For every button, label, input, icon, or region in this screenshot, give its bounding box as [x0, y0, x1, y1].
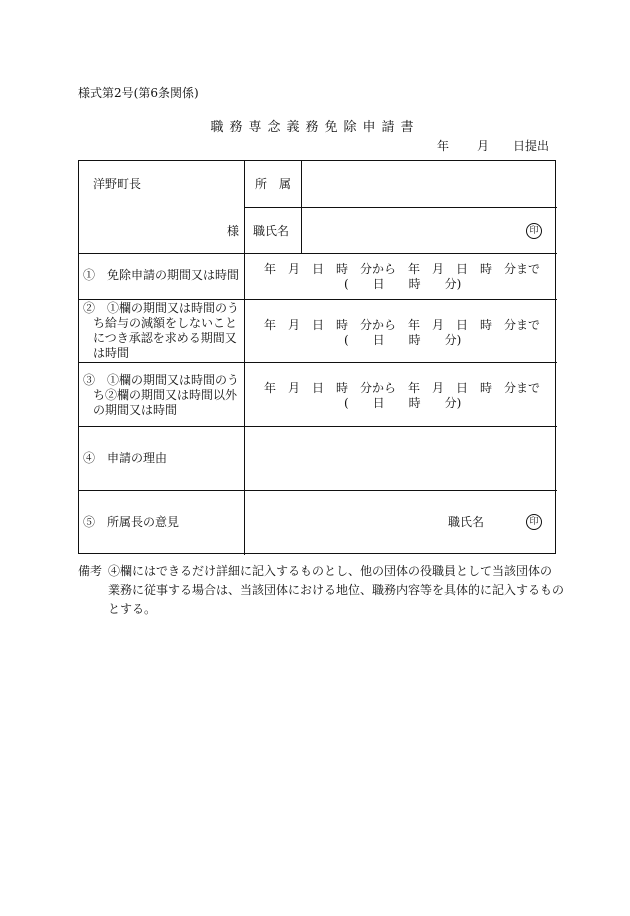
application-form-table: 洋野町長 様 所 属 職氏名 印 ① 免除申請の期間又は時間 年 月 日 時 分から 年 月 日 時 分まで ( 日 時 分) ② ①欄の期間又は時間のう ち給与の減額をしないこと につき承認を求める期間又 は時間 年 月 日 時 分から 年 月 日 時 分まで ( 日 時 分) ③ ①欄の期間又は時間のう ち②欄の期間又は時間以外 の期間又は時間 年 月 日 時 分から 年 月 日 時 分まで ( 日 時 分) ④ 申請の理由 ⑤ 所属長の意見 職氏名 印 — [78, 160, 556, 554]
row-5-label: ⑤ 所属長の意見 — [83, 515, 180, 529]
row-2-label: ② ①欄の期間又は時間のう ち給与の減額をしないこと につき承認を求める期間又 は時間 — [83, 301, 240, 360]
submission-date — [437, 137, 549, 154]
form-number: 様式第2号(第6条関係) — [78, 86, 199, 100]
date-month: 月 — [477, 139, 490, 153]
affiliation-label: 所 属 — [255, 177, 292, 191]
seal-icon: 印 — [526, 223, 542, 239]
date-day: 日提出 — [513, 139, 550, 153]
addressee-name: 洋野町長 — [93, 177, 142, 191]
opinion-seal-icon: 印 — [526, 514, 542, 530]
row-1-label: ① 免除申請の期間又は時間 — [83, 268, 240, 282]
name-label: 職氏名 — [253, 224, 290, 238]
remarks-body: ④欄にはできるだけ詳細に記入するものとし、他の団体の役職員として当該団体の 業務に従事する場合は、当該団体における地位、職務内容等を具体的に記入するもの とする。 — [108, 564, 565, 616]
row-4-label: ④ 申請の理由 — [83, 451, 168, 465]
remarks-label: 備考 — [78, 564, 103, 578]
date-year: 年 — [437, 139, 450, 153]
opinion-name-label: 職氏名 — [448, 515, 485, 529]
addressee-honorific: 様 — [227, 224, 240, 238]
document-title: 職務専念義務免除申請書 — [210, 120, 420, 135]
row-3-label: ③ ①欄の期間又は時間のう ち②欄の期間又は時間以外 の期間又は時間 — [83, 373, 240, 417]
